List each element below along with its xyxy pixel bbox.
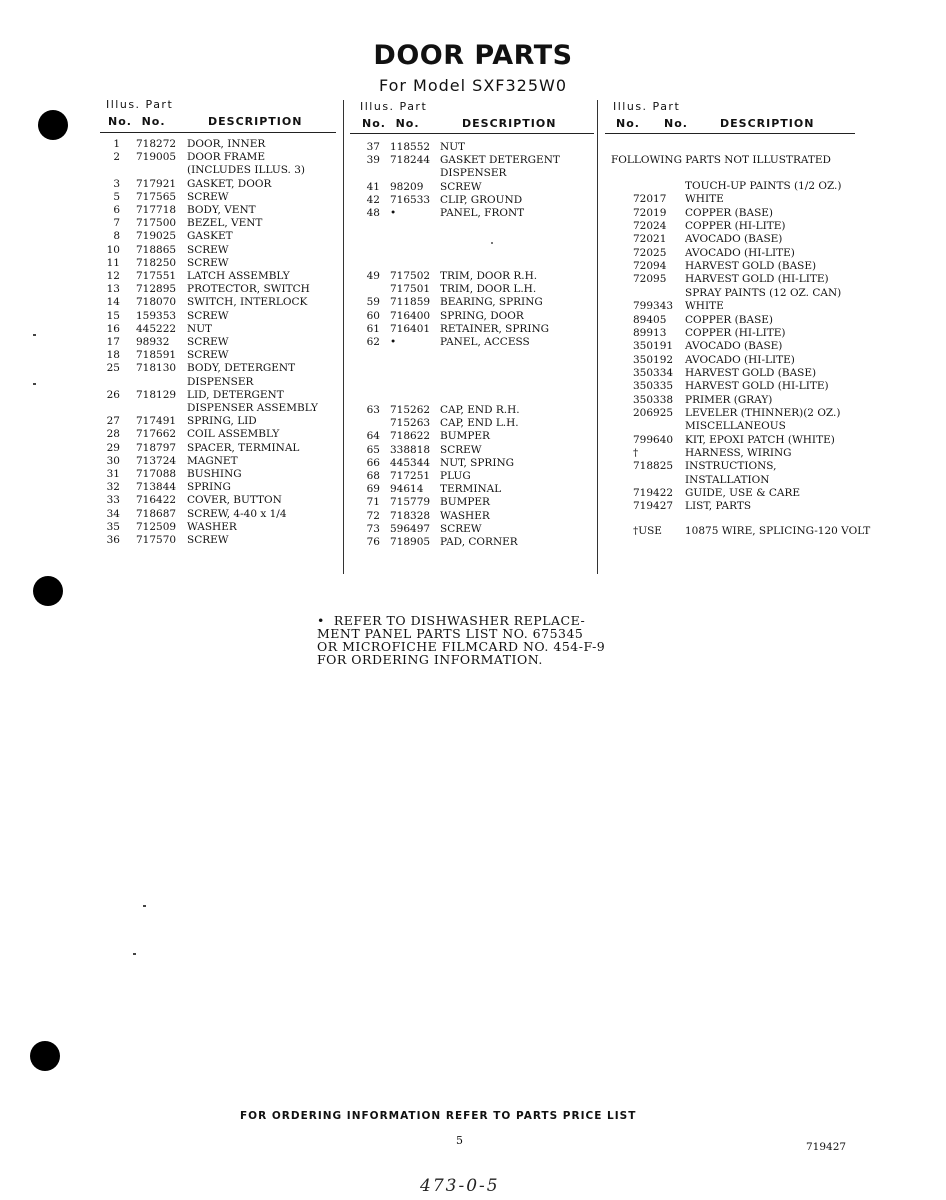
part-number: 716533 (390, 193, 431, 206)
part-description: TRIM, DOOR R.H. (440, 270, 538, 282)
part-number: 72017 (633, 193, 667, 206)
part-description: WASHER (187, 520, 237, 533)
illus-number: 64 (366, 430, 380, 443)
part-number: 716400 (390, 309, 431, 322)
illus-number: 13 (106, 283, 120, 296)
illus-number: 71 (366, 496, 380, 509)
part-number: 717501 (390, 283, 431, 296)
part-description: SCREW (187, 243, 229, 256)
part-number: 712895 (136, 283, 177, 296)
scan-speck (491, 242, 493, 244)
part-description: WHITE (685, 193, 724, 206)
part-description: BUSHING (187, 468, 242, 480)
part-description: AVOCADO (BASE) (685, 340, 783, 353)
illus-number: 7 (113, 217, 120, 230)
no-label: No. (664, 117, 688, 130)
part-description: GUIDE, USE & CARE (685, 487, 801, 500)
part-number: 718250 (136, 256, 177, 269)
part-description: LID, DETERGENT (187, 388, 284, 401)
illus-number: 41 (366, 180, 380, 193)
illus-number: 25 (106, 362, 120, 375)
part-description: SCREW (440, 180, 482, 193)
part-number: 718130 (136, 362, 177, 375)
illus-number: 65 (366, 443, 380, 456)
part-number: 717551 (136, 270, 177, 282)
part-description: SCREW (187, 256, 229, 269)
column-divider (343, 100, 344, 574)
illus-number: 28 (106, 428, 120, 441)
part-description: DISPENSER (187, 375, 254, 388)
col1-header-rule (100, 132, 336, 133)
part-description: GASKET (187, 230, 233, 243)
illus-number: 34 (106, 507, 120, 520)
part-description: MISCELLANEOUS (685, 420, 786, 433)
part-description: BODY, VENT (187, 204, 256, 216)
illus-number: 17 (106, 336, 120, 348)
part-number: 717491 (136, 415, 177, 428)
part-number: 717502 (390, 270, 431, 282)
part-description: DISPENSER ASSEMBLY (187, 402, 318, 414)
part-number: 72021 (633, 233, 667, 246)
replacement-panel-note: • REFER TO DISHWASHER REPLACE- MENT PANEL PARTS LIST NO. 675345 OR MICROFICHE FILMCARD NO. 454-F-9 FOR ORDERING INFORMATION. (317, 613, 606, 667)
part-number: 717565 (136, 190, 177, 203)
col3-header-rule (605, 133, 855, 134)
column-divider (597, 100, 598, 574)
part-description: (INCLUDES ILLUS. 3) (187, 164, 305, 177)
part-description: COPPER (HI-LITE) (685, 220, 786, 233)
illus-number: 16 (106, 322, 120, 335)
part-description: INSTRUCTIONS, (685, 460, 777, 473)
part-description: SCREW (187, 336, 229, 348)
part-description: MAGNET (187, 454, 238, 467)
description-label: DESCRIPTION (720, 117, 815, 130)
part-number: 72024 (633, 220, 667, 233)
part-description: SWITCH, INTERLOCK (187, 296, 308, 309)
no-no-label: No. No. (362, 117, 420, 130)
part-number: 718825 (633, 460, 674, 473)
illus-number: 1 (113, 138, 120, 150)
part-description: GASKET, DOOR (187, 177, 272, 190)
part-number: 350192 (633, 353, 674, 366)
part-number: 717921 (136, 177, 177, 190)
scan-speck (133, 953, 136, 955)
part-number: 89405 (633, 313, 667, 326)
part-number: 98932 (136, 336, 170, 348)
part-description: 10875 WIRE, SPLICING-120 VOLT (685, 525, 871, 537)
part-description: COIL ASSEMBLY (187, 428, 280, 441)
illus-part-label: Illus. Part (106, 98, 174, 111)
handwritten-code: 473-0-5 (420, 1176, 500, 1196)
part-description: PLUG (440, 470, 471, 482)
part-number: • (390, 207, 397, 219)
punch-hole-top (38, 110, 68, 140)
part-number: 715262 (390, 404, 431, 416)
illus-number: 32 (106, 481, 120, 494)
part-description: SCREW, 4-40 x 1/4 (187, 507, 287, 520)
illus-number: 12 (106, 270, 120, 282)
part-description: AVOCADO (HI-LITE) (685, 246, 795, 259)
part-number: 445222 (136, 322, 177, 335)
part-number: 717662 (136, 428, 177, 441)
illus-number: 62 (366, 336, 380, 348)
part-description: LATCH ASSEMBLY (187, 270, 290, 282)
illus-number: 31 (106, 468, 120, 480)
part-description: BEARING, SPRING (440, 296, 543, 309)
part-description: SCREW (187, 190, 229, 203)
illus-number: 30 (106, 454, 120, 467)
part-number: 717088 (136, 468, 177, 480)
part-description: LIST, PARTS (685, 500, 752, 513)
part-description: HARVEST GOLD (HI-LITE) (685, 380, 829, 393)
part-number: 718129 (136, 388, 177, 401)
part-description: DISPENSER (440, 167, 507, 180)
part-number: 89913 (633, 326, 667, 339)
part-number: 715263 (390, 417, 431, 430)
part-number: 350191 (633, 340, 674, 353)
part-description: CAP, END L.H. (440, 417, 519, 430)
illus-number: 39 (366, 154, 380, 167)
illus-number: 76 (366, 536, 380, 548)
illus-number: 11 (106, 256, 120, 269)
part-description: SCREW (187, 534, 229, 546)
part-number: 716401 (390, 322, 431, 335)
part-description: HARVEST GOLD (HI-LITE) (685, 273, 829, 286)
part-description: CAP, END R.H. (440, 404, 520, 416)
part-number: 717718 (136, 204, 177, 216)
part-description: AVOCADO (HI-LITE) (685, 353, 795, 366)
part-number: 98209 (390, 180, 424, 193)
illus-part-label: Illus. Part (613, 100, 681, 113)
part-description: SCREW (440, 443, 482, 456)
part-number: 711859 (390, 296, 431, 309)
part-number: 94614 (390, 483, 424, 496)
ordering-footer: FOR ORDERING INFORMATION REFER TO PARTS PRICE LIST (240, 1110, 637, 1122)
part-number: 718591 (136, 349, 177, 362)
page-title: DOOR PARTS (373, 40, 573, 71)
illus-number: 8 (113, 230, 120, 243)
illus-number: 3 (113, 177, 120, 190)
part-number: 159353 (136, 309, 177, 322)
part-description: DOOR, INNER (187, 138, 266, 150)
part-number: 718328 (390, 509, 431, 522)
no-label: No. (616, 117, 640, 130)
illus-number: 18 (106, 349, 120, 362)
part-number: 715779 (390, 496, 431, 509)
illus-number: 48 (366, 207, 380, 219)
part-description: WHITE (685, 300, 724, 313)
illus-number: 2 (113, 151, 120, 164)
part-description: COVER, BUTTON (187, 494, 282, 507)
part-description: DOOR FRAME (187, 151, 266, 164)
part-number: 718865 (136, 243, 177, 256)
part-description: TERMINAL (440, 483, 502, 496)
illus-number: 14 (106, 296, 120, 309)
part-description: PRIMER (GRAY) (685, 393, 773, 406)
description-label: DESCRIPTION (208, 115, 303, 128)
part-number: 718687 (136, 507, 177, 520)
part-number: 72094 (633, 260, 667, 273)
part-number: 350335 (633, 380, 674, 393)
illus-number: 73 (366, 522, 380, 535)
illus-number: 36 (106, 534, 120, 546)
part-number: 719005 (136, 151, 177, 164)
illus-number: 27 (106, 415, 120, 428)
illus-number: 29 (106, 441, 120, 454)
part-number: 596497 (390, 522, 431, 535)
part-description: AVOCADO (BASE) (685, 233, 783, 246)
part-number: 72019 (633, 206, 667, 219)
part-number: 718244 (390, 154, 431, 167)
model-subtitle: For Model SXF325W0 (378, 76, 568, 95)
part-number: 445344 (390, 456, 431, 469)
part-number: 718622 (390, 430, 431, 443)
illus-number: 10 (106, 243, 120, 256)
part-description: KIT, EPOXI PATCH (WHITE) (685, 433, 835, 446)
part-number: 718272 (136, 138, 177, 150)
illus-number: 49 (366, 270, 380, 282)
part-description: NUT (187, 322, 213, 335)
part-number: †USE (633, 525, 662, 537)
part-number: 718070 (136, 296, 177, 309)
part-description: PROTECTOR, SWITCH (187, 283, 310, 296)
punch-hole-bottom (30, 1041, 60, 1071)
part-number: 712509 (136, 520, 177, 533)
part-number: 350334 (633, 366, 674, 379)
part-description: COPPER (BASE) (685, 313, 774, 326)
part-number: 718905 (390, 536, 431, 548)
part-description: RETAINER, SPRING (440, 322, 550, 335)
part-number: 719025 (136, 230, 177, 243)
part-description: SPRING (187, 481, 231, 494)
part-description: PANEL, FRONT (440, 207, 525, 219)
illus-number: 68 (366, 470, 380, 482)
part-description: NUT, SPRING (440, 456, 515, 469)
part-description: SPACER, TERMINAL (187, 441, 300, 454)
illus-number: 69 (366, 483, 380, 496)
part-description: GASKET DETERGENT (440, 154, 560, 167)
part-description: BODY, DETERGENT (187, 362, 296, 375)
part-description: SCREW (187, 309, 229, 322)
part-description: INSTALLATION (685, 473, 770, 486)
part-description: SPRING, LID (187, 415, 257, 428)
illus-number: 60 (366, 309, 380, 322)
part-number: 713724 (136, 454, 177, 467)
illus-part-label: Illus. Part (360, 100, 428, 113)
part-description: BUMPER (440, 496, 490, 509)
part-description: COPPER (BASE) (685, 206, 774, 219)
part-description: BEZEL, VENT (187, 217, 263, 230)
part-number: 718797 (136, 441, 177, 454)
part-description: TOUCH-UP PAINTS (1/2 OZ.) (685, 180, 842, 192)
part-description: BUMPER (440, 430, 490, 443)
illus-number: 59 (366, 296, 380, 309)
punch-hole-middle (33, 576, 63, 606)
part-number: 799343 (633, 300, 674, 313)
illus-number: 6 (113, 204, 120, 216)
description-label: DESCRIPTION (462, 117, 557, 130)
part-number: 719422 (633, 487, 674, 500)
part-description: PANEL, ACCESS (440, 336, 530, 348)
part-number: 717500 (136, 217, 177, 230)
part-description: SCREW (187, 349, 229, 362)
no-no-label: No. No. (108, 115, 166, 128)
part-description: LEVELER (THINNER)(2 OZ.) (685, 406, 841, 419)
part-description: PAD, CORNER (440, 536, 518, 548)
part-number: 72025 (633, 246, 667, 259)
part-description: WASHER (440, 509, 490, 522)
illus-number: 66 (366, 456, 380, 469)
part-number: 350338 (633, 393, 674, 406)
illus-number: 37 (366, 141, 380, 153)
illus-number: 63 (366, 404, 380, 416)
part-description: CLIP, GROUND (440, 193, 523, 206)
illus-number: 5 (113, 190, 120, 203)
part-description: SPRING, DOOR (440, 309, 524, 322)
col2-header-rule (350, 133, 594, 134)
illus-number: 35 (106, 520, 120, 533)
part-description: NUT (440, 141, 466, 153)
part-description: HARVEST GOLD (BASE) (685, 260, 817, 273)
part-description: HARVEST GOLD (BASE) (685, 366, 817, 379)
part-number: † (633, 447, 639, 459)
part-number: 72095 (633, 273, 667, 286)
part-number: 719427 (633, 500, 674, 513)
illus-number: 72 (366, 509, 380, 522)
part-description: TRIM, DOOR L.H. (440, 283, 537, 296)
document-number: 719427 (806, 1141, 847, 1153)
scan-speck (33, 334, 36, 336)
illus-number: 61 (366, 322, 380, 335)
part-description: COPPER (HI-LITE) (685, 326, 786, 339)
part-number: 338818 (390, 443, 431, 456)
part-number: 717251 (390, 470, 431, 482)
part-number: • (390, 336, 397, 348)
part-number: 118552 (390, 141, 431, 153)
page-number: 5 (456, 1134, 463, 1147)
scan-speck (143, 905, 146, 907)
part-description: SCREW (440, 522, 482, 535)
illus-number: 42 (366, 193, 380, 206)
part-number: 713844 (136, 481, 177, 494)
not-illustrated-heading: FOLLOWING PARTS NOT ILLUSTRATED (611, 154, 831, 166)
illus-number: 26 (106, 388, 120, 401)
part-number: 716422 (136, 494, 177, 507)
part-number: 717570 (136, 534, 177, 546)
illus-number: 33 (106, 494, 120, 507)
part-number: 206925 (633, 406, 674, 419)
part-description: SPRAY PAINTS (12 OZ. CAN) (685, 286, 842, 299)
part-description: HARNESS, WIRING (685, 447, 792, 459)
scan-speck (33, 383, 36, 385)
illus-number: 15 (106, 309, 120, 322)
part-number: 799640 (633, 433, 674, 446)
